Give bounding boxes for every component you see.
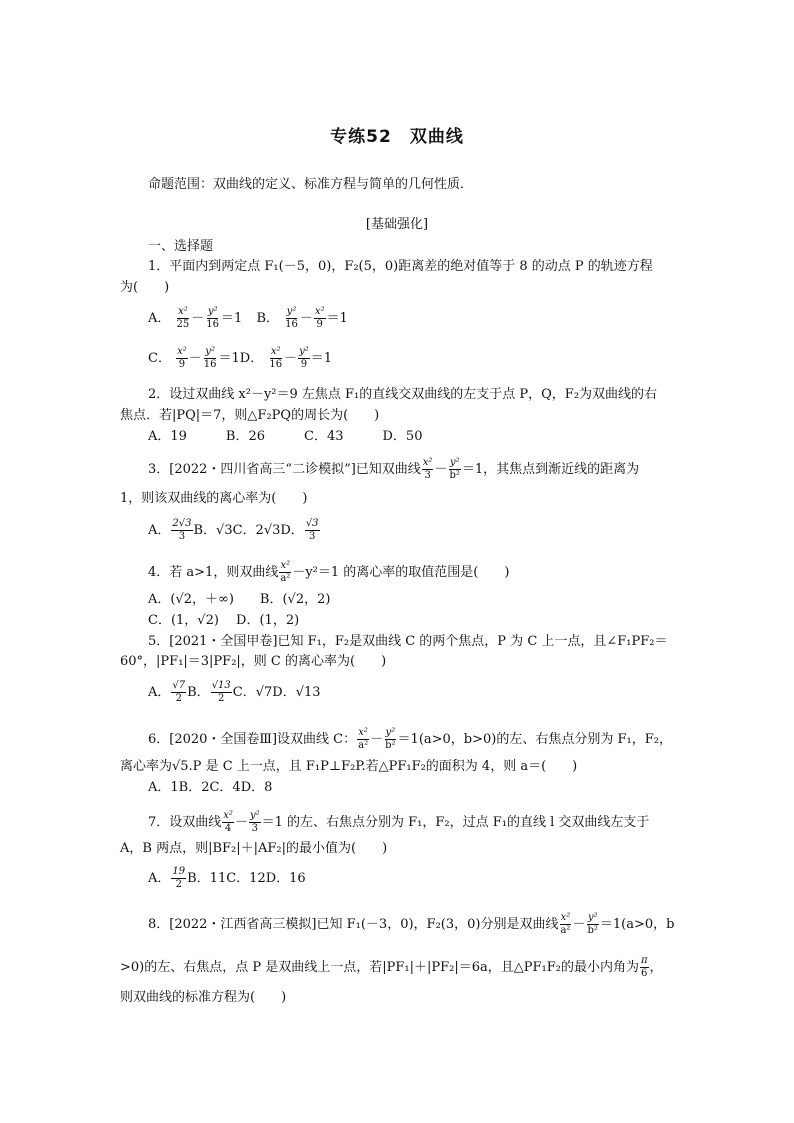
q1-option-d: D． — [239, 351, 264, 366]
page-title: 专练52 双曲线 — [330, 127, 464, 147]
q1-stem-line1: 1．平面内到两定点 F₁(－5，0)，F₂(5，0)距离差的绝对值等于 8 的动点 P 的轨迹方程 — [148, 259, 653, 274]
q1-option-c: C． — [148, 351, 171, 366]
section-heading: [基础强化] — [365, 217, 429, 232]
q2-stem-line1: 2．设过双曲线 x²－y²＝9 左焦点 F₁的直线交双曲线的左支于点 P，Q，F₂为双曲线的右 — [148, 387, 658, 402]
fraction: $\frac{\text{y²}}{\text{b²}}$ — [449, 457, 460, 481]
fraction: $\frac{\text{x²}}{\text{a²}}$ — [358, 727, 369, 751]
q1-options-ab: A． $\frac{\text{x²}}{25}$ － $\frac{\text{y²}}{16}$ ＝1 B． $\frac{\text{y²}}{16}$ － $\frac{\text{x²}}{9}$ ＝1 — [148, 306, 348, 330]
q1-option-b: B． — [256, 311, 279, 326]
fraction: $\frac{\text{x²}}{25}$ — [176, 306, 190, 330]
fraction: $\frac{\text{x²}}{\text{a²}}$ — [560, 912, 571, 936]
q7-stem-line1: 7．设双曲线 $\frac{\text{x²}}{4}$ － $\frac{\text{y²}}{3}$ ＝1 的左、右焦点分别为 F₁，F₂，过点 F₁的直线 l 交双曲线左支于 — [148, 810, 650, 834]
q7-options: A． $\frac{19}{2}$ B．11C．12D．16 — [148, 866, 306, 890]
q7-stem-line2: A，B 两点，则|BF₂|＋|AF₂|的最小值为( ) — [120, 841, 388, 856]
q2-stem-line2: 焦点．若|PQ|＝7，则△F₂PQ的周长为( ) — [120, 408, 380, 423]
fraction: $\frac{\pi}{6}$ — [640, 955, 648, 979]
q1-options-cd: C． $\frac{\text{x²}}{9}$ － $\frac{\text{y²}}{16}$ ＝1D． $\frac{\text{x²}}{16}$ － $\frac{\text{y²}}{9}$ ＝1 — [148, 346, 333, 370]
q1-stem-line2: 为( ) — [120, 280, 170, 295]
q8-stem-line1: 8．[2022・江西省高三模拟]已知 F₁(－3，0)，F₂(3，0)分别是双曲线 $\frac{\text{x²}}{\text{a²}}$ － $\frac{\text{y²}}{\text{b²}}$ ＝1(a>0，b — [148, 912, 675, 936]
q2-options: A．19 B．26 C．43 D．50 — [148, 429, 423, 444]
q5-stem-line1: 5．[2021・全国甲卷]已知 F₁，F₂是双曲线 C 的两个焦点，P 为 C 上一点，且∠F₁PF₂＝ — [148, 634, 668, 649]
fraction: $\frac{\text{y²}}{\text{b²}}$ — [385, 727, 396, 751]
q5-stem-line2: 60°，|PF₁|＝3|PF₂|，则 C 的离心率为( ) — [120, 654, 387, 669]
fraction: $\frac{\text{x²}}{\text{a²}}$ — [280, 560, 291, 584]
q6-stem-line1: 6．[2020・全国卷Ⅲ]设双曲线 C： $\frac{\text{x²}}{\text{a²}}$ － $\frac{\text{y²}}{\text{b²}}$ ＝1(a>0，b>0)的左、右焦点分别为 F₁，F₂， — [148, 727, 672, 751]
fraction: $\frac{√13}{2}$ — [211, 680, 231, 704]
q8-stem-line2: >0)的左、右焦点，点 P 是双曲线上一点，若|PF₁|＋|PF₂|＝6a，且△PF₁F₂的最小内角为 $\frac{\pi}{6}$ ， — [120, 955, 663, 979]
fraction: $\frac{\text{x²}}{3}$ — [422, 457, 433, 481]
fraction: $\frac{\text{y²}}{16}$ — [206, 306, 220, 330]
fraction: $\frac{2√3}{3}$ — [172, 518, 192, 542]
q5-options: A． $\frac{√7}{2}$ B． $\frac{√13}{2}$ C．√7D．√13 — [148, 680, 321, 704]
scope-text: 命题范围：双曲线的定义、标准方程与简单的几何性质． — [148, 177, 474, 192]
q4-options-line1: A．(√2，＋∞) B．(√2，2) — [148, 592, 331, 607]
q6-stem-line2: 离心率为√5.P 是 C 上一点，且 F₁P⊥F₂P.若△PF₁F₂的面积为 4，则 a＝( ) — [120, 759, 578, 774]
q4-options-line2: C．(1，√2) D．(1，2) — [148, 613, 300, 628]
q1-option-a: A． — [148, 311, 171, 326]
fraction: $\frac{\text{y²}}{16}$ — [285, 306, 298, 330]
fraction: $\frac{\text{x²}}{9}$ — [314, 306, 325, 330]
q3-stem-line1: 3．[2022・四川省高三“二诊模拟”]已知双曲线 $\frac{\text{x²}}{3}$ － $\frac{\text{y²}}{\text{b²}}$ ＝1，其焦点到渐近线的距离为 — [148, 457, 640, 481]
part-heading: 一、选择题 — [148, 239, 214, 254]
fraction: $\frac{19}{2}$ — [172, 866, 186, 890]
q6-options: A．1B．2C．4D．8 — [148, 780, 273, 795]
q3-options: A． $\frac{2√3}{3}$ B．√3C．2√3D． $\frac{√3}{3}$ — [148, 518, 319, 542]
fraction: $\frac{\text{y²}}{3}$ — [249, 810, 260, 834]
q4-stem: 4．若 a>1，则双曲线 $\frac{\text{x²}}{\text{a²}}$ －y²＝1 的离心率的取值范围是( ) — [148, 560, 510, 584]
fraction: $\frac{\text{y²}}{\text{b²}}$ — [587, 912, 598, 936]
q8-stem-line3: 则双曲线的标准方程为( ) — [120, 990, 287, 1005]
fraction: $\frac{√3}{3}$ — [305, 518, 319, 542]
fraction: $\frac{\text{y²}}{16}$ — [203, 346, 217, 370]
fraction: $\frac{\text{x²}}{4}$ — [223, 810, 233, 834]
fraction: $\frac{\text{y²}}{9}$ — [299, 346, 309, 370]
fraction: $\frac{√7}{2}$ — [172, 680, 186, 704]
q3-stem-line2: 1，则该双曲线的离心率为( ) — [120, 491, 308, 506]
fraction: $\frac{\text{x²}}{9}$ — [177, 346, 187, 370]
fraction: $\frac{\text{x²}}{16}$ — [269, 346, 283, 370]
